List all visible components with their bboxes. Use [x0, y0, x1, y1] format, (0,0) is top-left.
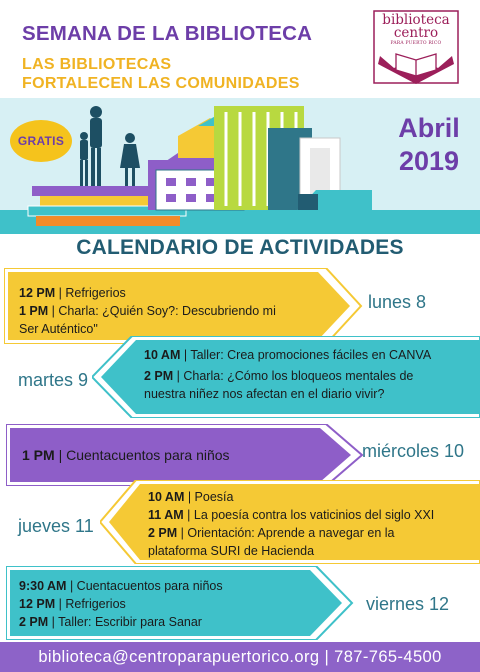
- day-label-viernes: viernes 12: [366, 594, 450, 614]
- event-line: 2 PM | Taller: Escribir para Sanar: [19, 615, 202, 629]
- event-subtitle: [22, 55, 300, 93]
- event-line: 12 PM | Refrigerios: [19, 597, 126, 611]
- day-0-events: [19, 284, 276, 338]
- date-month: Abril: [398, 113, 460, 143]
- event-line: plataforma SURI de Hacienda: [148, 544, 315, 558]
- subtitle-line-2: FORTALECEN LAS COMUNIDADES: [22, 75, 300, 92]
- day-label-jueves: jueves 11: [18, 516, 94, 536]
- event-line: nuestra niñez nos afectan en el diario vivir?: [144, 387, 385, 401]
- event-date: [386, 112, 472, 178]
- day-label-martes: martes 9: [18, 370, 89, 390]
- day-4-events: [19, 577, 223, 631]
- day-label-lunes: lunes 8: [368, 292, 427, 312]
- event-line: 9:30 AM | Cuentacuentos para niños: [19, 579, 223, 593]
- logo-text-1: biblioteca: [382, 12, 450, 28]
- day-label-miercoles: miércoles 10: [362, 441, 465, 461]
- contact-info[interactable]: biblioteca@centroparapuertorico.org | 787-765-4500: [38, 647, 442, 666]
- free-badge: GRATIS: [10, 120, 72, 162]
- day-1-events: [144, 346, 431, 403]
- library-logo: [368, 10, 464, 88]
- event-line: 1 PM | Charla: ¿Quién Soy?: Descubriendo mi: [19, 304, 276, 318]
- event-line: 2 PM | Charla: ¿Cómo los bloqueos mentales de: [144, 369, 414, 383]
- day-2-events: [22, 446, 230, 464]
- day-3-events: [148, 488, 434, 560]
- contact-footer: [0, 642, 480, 672]
- event-line: Ser Auténtico": [19, 322, 98, 336]
- calendar-title: CALENDARIO DE ACTIVIDADES: [76, 236, 404, 259]
- subtitle-line-1: LAS BIBLIOTECAS: [22, 56, 172, 73]
- event-line: 2 PM | Orientación: Aprende a navegar en la: [148, 526, 395, 540]
- date-year: 2019: [398, 146, 460, 176]
- logo-text-2: centro: [393, 25, 439, 41]
- event-line: 12 PM | Refrigerios: [19, 286, 126, 300]
- event-title: SEMANA DE LA BIBLIOTECA: [22, 22, 313, 45]
- logo-text-3: PARA PUERTO RICO: [390, 41, 442, 46]
- event-line: 1 PM | Cuentacuentos para niños: [22, 447, 230, 463]
- event-line: 11 AM | La poesía contra los vaticinios del siglo XXI: [148, 508, 435, 522]
- event-line: 10 AM | Taller: Crea promociones fáciles en CANVA: [144, 348, 432, 362]
- event-line: 10 AM | Poesía: [148, 490, 234, 504]
